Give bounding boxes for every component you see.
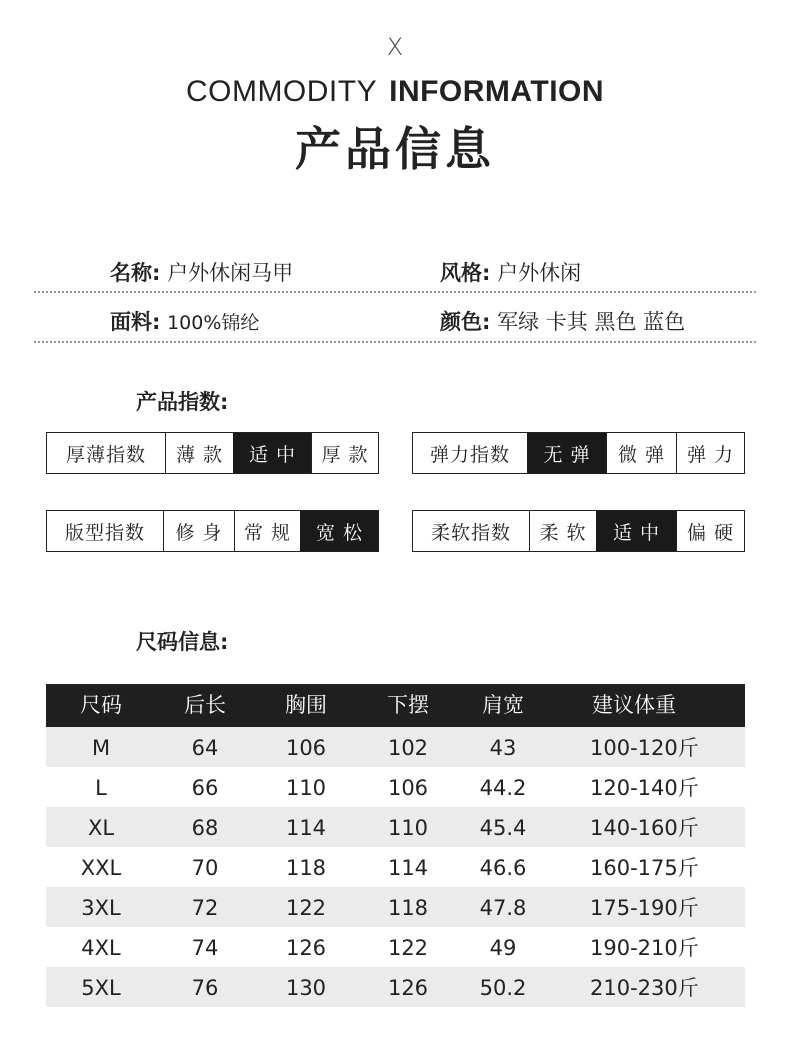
index-option-selected: 无 弹 bbox=[527, 433, 606, 473]
header-cell: 下摆 bbox=[387, 693, 429, 717]
table-cell: 100-120斤 bbox=[590, 736, 699, 760]
index-option: 常 规 bbox=[234, 511, 300, 551]
divider bbox=[34, 291, 756, 293]
table-row bbox=[46, 967, 745, 1007]
table-cell: 44.2 bbox=[479, 776, 527, 800]
index-option: 偏 硬 bbox=[676, 511, 744, 551]
table-cell: 47.8 bbox=[479, 896, 527, 920]
header-cell: 胸围 bbox=[285, 693, 327, 717]
info-name-value: 户外休闲马甲 bbox=[167, 261, 294, 285]
table-cell: 110 bbox=[387, 816, 429, 840]
index-option-selected: 宽 松 bbox=[300, 511, 378, 551]
table-cell: 50.2 bbox=[479, 976, 527, 1000]
table-cell: 130 bbox=[285, 976, 327, 1000]
table-cell: 118 bbox=[387, 896, 429, 920]
index-thickness-title: 厚薄指数 bbox=[65, 443, 146, 466]
table-cell: 114 bbox=[285, 816, 327, 840]
info-name-label: 名称: bbox=[110, 261, 161, 285]
table-cell: 122 bbox=[285, 896, 327, 920]
table-cell: XXL bbox=[80, 856, 122, 880]
table-cell: 114 bbox=[387, 856, 429, 880]
header-cell: 建议体重 bbox=[592, 693, 676, 717]
table-row bbox=[46, 727, 745, 767]
table-cell: 46.6 bbox=[479, 856, 527, 880]
table-cell: 190-210斤 bbox=[590, 936, 699, 960]
indices-section-label: 产品指数: bbox=[136, 390, 229, 414]
info-style-value: 户外休闲 bbox=[497, 261, 582, 285]
table-cell: 45.4 bbox=[479, 816, 527, 840]
table-row bbox=[46, 887, 745, 927]
info-style-label: 风格: bbox=[440, 261, 491, 285]
english-title bbox=[0, 74, 790, 110]
table-cell: 49 bbox=[489, 936, 517, 960]
table-row bbox=[46, 927, 745, 967]
size-section-label: 尺码信息: bbox=[136, 630, 229, 654]
table-cell: 118 bbox=[285, 856, 327, 880]
header-cell: 肩宽 bbox=[482, 693, 524, 717]
table-row bbox=[46, 767, 745, 807]
table-cell: 3XL bbox=[81, 896, 121, 920]
header-cell: 尺码 bbox=[80, 693, 122, 717]
header-cell: 后长 bbox=[184, 693, 226, 717]
table-cell: 126 bbox=[285, 936, 327, 960]
table-cell: 120-140斤 bbox=[590, 776, 699, 800]
index-softness bbox=[412, 510, 745, 552]
table-cell: 126 bbox=[387, 976, 429, 1000]
english-title-light: COMMODITY bbox=[185, 75, 378, 108]
index-option-selected: 适 中 bbox=[596, 511, 676, 551]
index-option: 弹 力 bbox=[676, 433, 744, 473]
table-cell: 5XL bbox=[81, 976, 121, 1000]
info-style bbox=[440, 258, 581, 288]
table-cell: 210-230斤 bbox=[590, 976, 699, 1000]
info-name bbox=[110, 258, 293, 288]
table-cell: 175-190斤 bbox=[590, 896, 699, 920]
info-fabric bbox=[110, 307, 259, 338]
table-cell: 4XL bbox=[81, 936, 121, 960]
index-softness-title: 柔软指数 bbox=[430, 521, 511, 544]
index-fit-title: 版型指数 bbox=[64, 521, 145, 544]
index-thickness bbox=[46, 432, 379, 474]
table-cell: M bbox=[91, 736, 111, 760]
table-cell: 110 bbox=[285, 776, 327, 800]
info-fabric-label: 面料: bbox=[110, 310, 161, 334]
table-cell: 70 bbox=[191, 856, 219, 880]
table-cell: 140-160斤 bbox=[590, 816, 699, 840]
table-cell: 102 bbox=[387, 736, 429, 760]
table-cell: 122 bbox=[387, 936, 429, 960]
index-option: 修 身 bbox=[163, 511, 234, 551]
table-cell: XL bbox=[87, 816, 115, 840]
table-cell: 74 bbox=[191, 936, 219, 960]
index-option: 厚 款 bbox=[311, 433, 378, 473]
index-elasticity-title: 弹力指数 bbox=[429, 443, 510, 466]
table-cell: 72 bbox=[191, 896, 219, 920]
info-color bbox=[440, 307, 685, 337]
table-cell: 106 bbox=[285, 736, 327, 760]
index-option: 薄 款 bbox=[165, 433, 233, 473]
size-table bbox=[46, 684, 745, 1007]
table-cell: 43 bbox=[489, 736, 517, 760]
table-cell: 76 bbox=[191, 976, 219, 1000]
index-option: 微 弹 bbox=[606, 433, 676, 473]
table-cell: L bbox=[95, 776, 107, 800]
size-table-header bbox=[46, 684, 745, 727]
table-cell: 66 bbox=[191, 776, 219, 800]
index-option-selected: 适 中 bbox=[233, 433, 311, 473]
table-cell: 64 bbox=[191, 736, 219, 760]
index-elasticity bbox=[412, 432, 745, 474]
info-color-value: 军绿 卡其 黑色 蓝色 bbox=[497, 310, 686, 334]
info-fabric-value: 100%锦纶 bbox=[167, 312, 260, 334]
page-title: 产品信息 bbox=[295, 122, 495, 176]
table-cell: 106 bbox=[387, 776, 429, 800]
info-color-label: 颜色: bbox=[440, 310, 491, 334]
divider bbox=[34, 341, 756, 343]
table-cell: 160-175斤 bbox=[590, 856, 699, 880]
table-row bbox=[46, 807, 745, 847]
index-fit bbox=[46, 510, 379, 552]
english-title-bold: INFORMATION bbox=[389, 75, 605, 108]
decorative-x-mark: X bbox=[386, 33, 404, 61]
index-option: 柔 软 bbox=[529, 511, 596, 551]
table-row bbox=[46, 847, 745, 887]
table-cell: 68 bbox=[191, 816, 219, 840]
